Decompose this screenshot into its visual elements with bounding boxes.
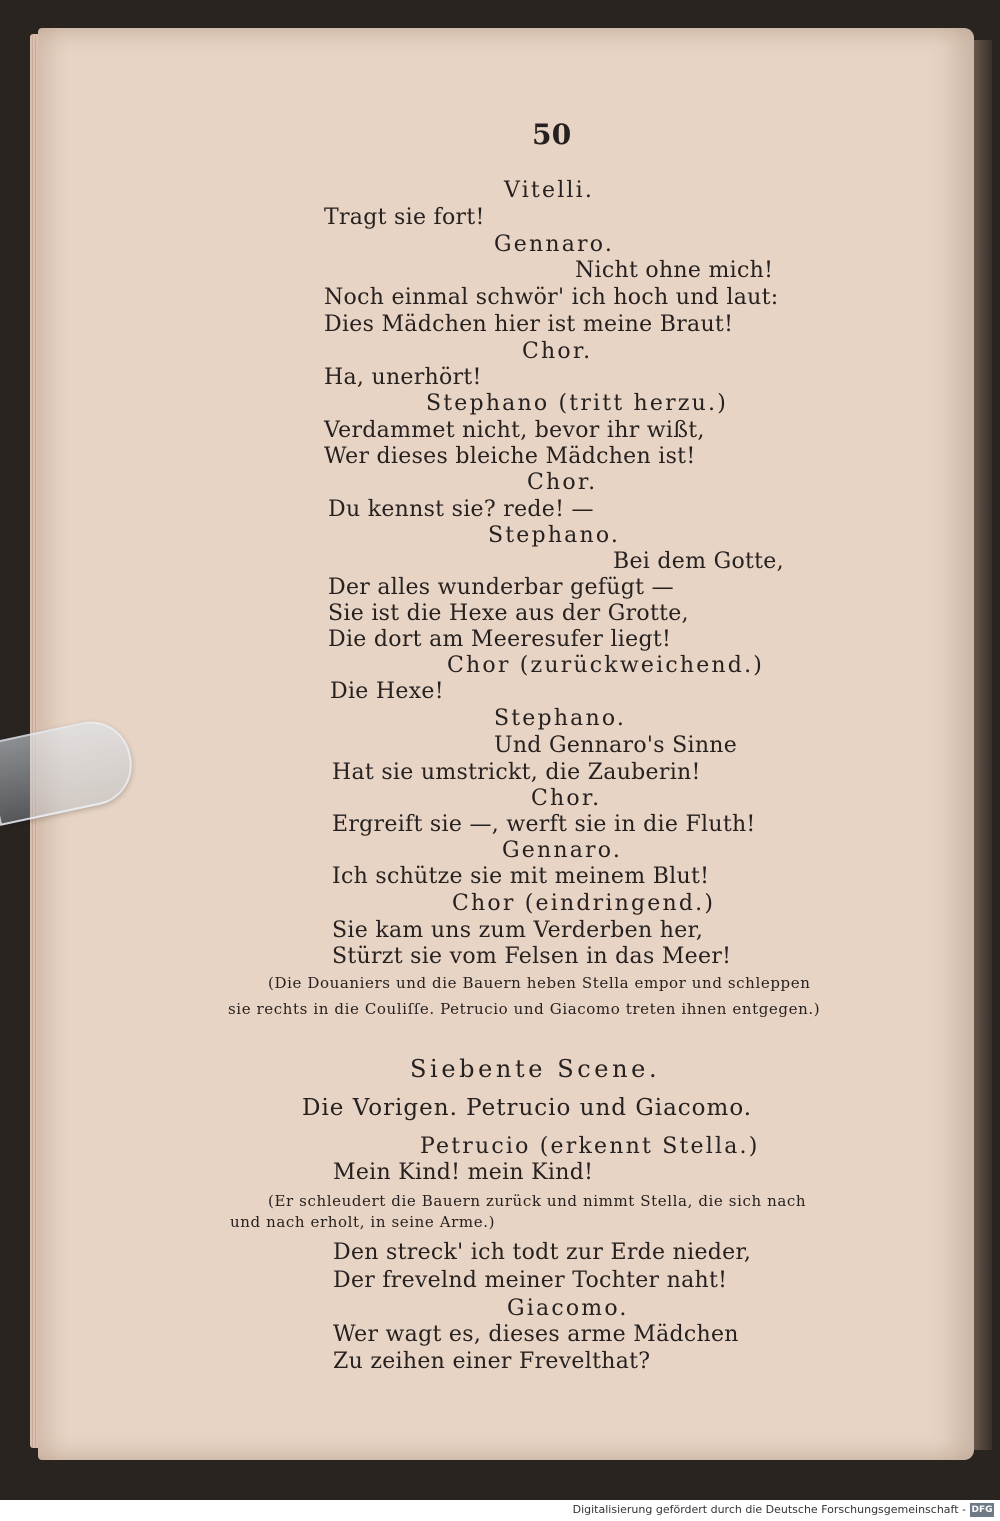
speaker-name: Petrucio (erkennt Stella.)	[420, 1134, 760, 1159]
stage-direction: sie rechts in die Couliſſe. Petrucio und Giacomo treten ihnen entgegen.)	[228, 1000, 821, 1018]
verse-line: Die dort am Meeresufer liegt!	[328, 627, 672, 652]
verse-line: Bei dem Gotte,	[613, 549, 784, 574]
speaker-name: Chor.	[527, 470, 598, 495]
verse-line: Und Gennaro's Sinne	[494, 733, 738, 758]
verse-line: Dies Mädchen hier ist meine Braut!	[324, 312, 734, 337]
verse-line: Mein Kind! mein Kind!	[333, 1160, 594, 1185]
verse-line: Ha, unerhört!	[324, 365, 482, 390]
speaker-name: Stephano (tritt herzu.)	[426, 391, 728, 416]
verse-line: Der alles wunderbar gefügt —	[328, 575, 674, 600]
speaker-name: Gennaro.	[502, 838, 623, 863]
verse-line: Hat sie umstrickt, die Zauberin!	[332, 760, 701, 785]
speaker-name: Stephano.	[488, 523, 621, 548]
verse-line: Wer wagt es, dieses arme Mädchen	[333, 1322, 739, 1347]
verse-line: Nicht ohne mich!	[575, 258, 774, 283]
verse-line: Du kennst sie? rede! —	[328, 497, 594, 522]
verse-line: Ergreift sie —, werft sie in die Fluth!	[332, 812, 756, 837]
verse-line: Sie kam uns zum Verderben her,	[332, 918, 704, 943]
scene-heading: Siebente Scene.	[410, 1055, 661, 1083]
verse-line: Den streck' ich todt zur Erde nieder,	[333, 1240, 752, 1265]
digitization-footer	[0, 1500, 1000, 1521]
stage-direction: (Er schleudert die Bauern zurück und nimmt Stella, die sich nach	[268, 1192, 807, 1210]
verse-line: Verdammet nicht, bevor ihr wißt,	[324, 418, 705, 443]
verse-line: Der frevelnd meiner Tochter naht!	[333, 1268, 728, 1293]
speaker-name: Chor (zurückweichend.)	[447, 653, 765, 678]
speaker-name: Gennaro.	[494, 232, 615, 257]
speaker-name: Chor.	[531, 786, 602, 811]
stage-direction: und nach erholt, in seine Arme.)	[230, 1213, 496, 1231]
speaker-name: Vitelli.	[504, 178, 595, 203]
dfg-logo: DFG	[971, 1505, 993, 1515]
speaker-name: Giacomo.	[507, 1296, 629, 1321]
verse-line: Wer dieses bleiche Mädchen ist!	[324, 444, 696, 469]
funding-notice: Digitalisierung gefördert durch die Deutsche Forschungsgemeinschaft -	[572, 1503, 966, 1516]
verse-line: Die Hexe!	[330, 679, 444, 704]
speaker-name: Stephano.	[494, 706, 627, 731]
scene-persons: Die Vorigen. Petrucio und Giacomo.	[302, 1095, 753, 1121]
verse-line: Stürzt sie vom Felsen in das Meer!	[332, 944, 732, 969]
speaker-name: Chor.	[522, 339, 593, 364]
verse-line: Zu zeihen einer Frevelthat?	[333, 1349, 651, 1374]
page-number: 50	[532, 118, 572, 151]
verse-line: Noch einmal schwör' ich hoch und laut:	[324, 285, 779, 310]
verse-line: Sie ist die Hexe aus der Grotte,	[328, 601, 689, 626]
verse-line: Tragt sie fort!	[324, 205, 485, 230]
speaker-name: Chor (eindringend.)	[452, 891, 716, 916]
stage-direction: (Die Douaniers und die Bauern heben Stella empor und schleppen	[268, 974, 811, 992]
verse-line: Ich schütze sie mit meinem Blut!	[332, 864, 710, 889]
